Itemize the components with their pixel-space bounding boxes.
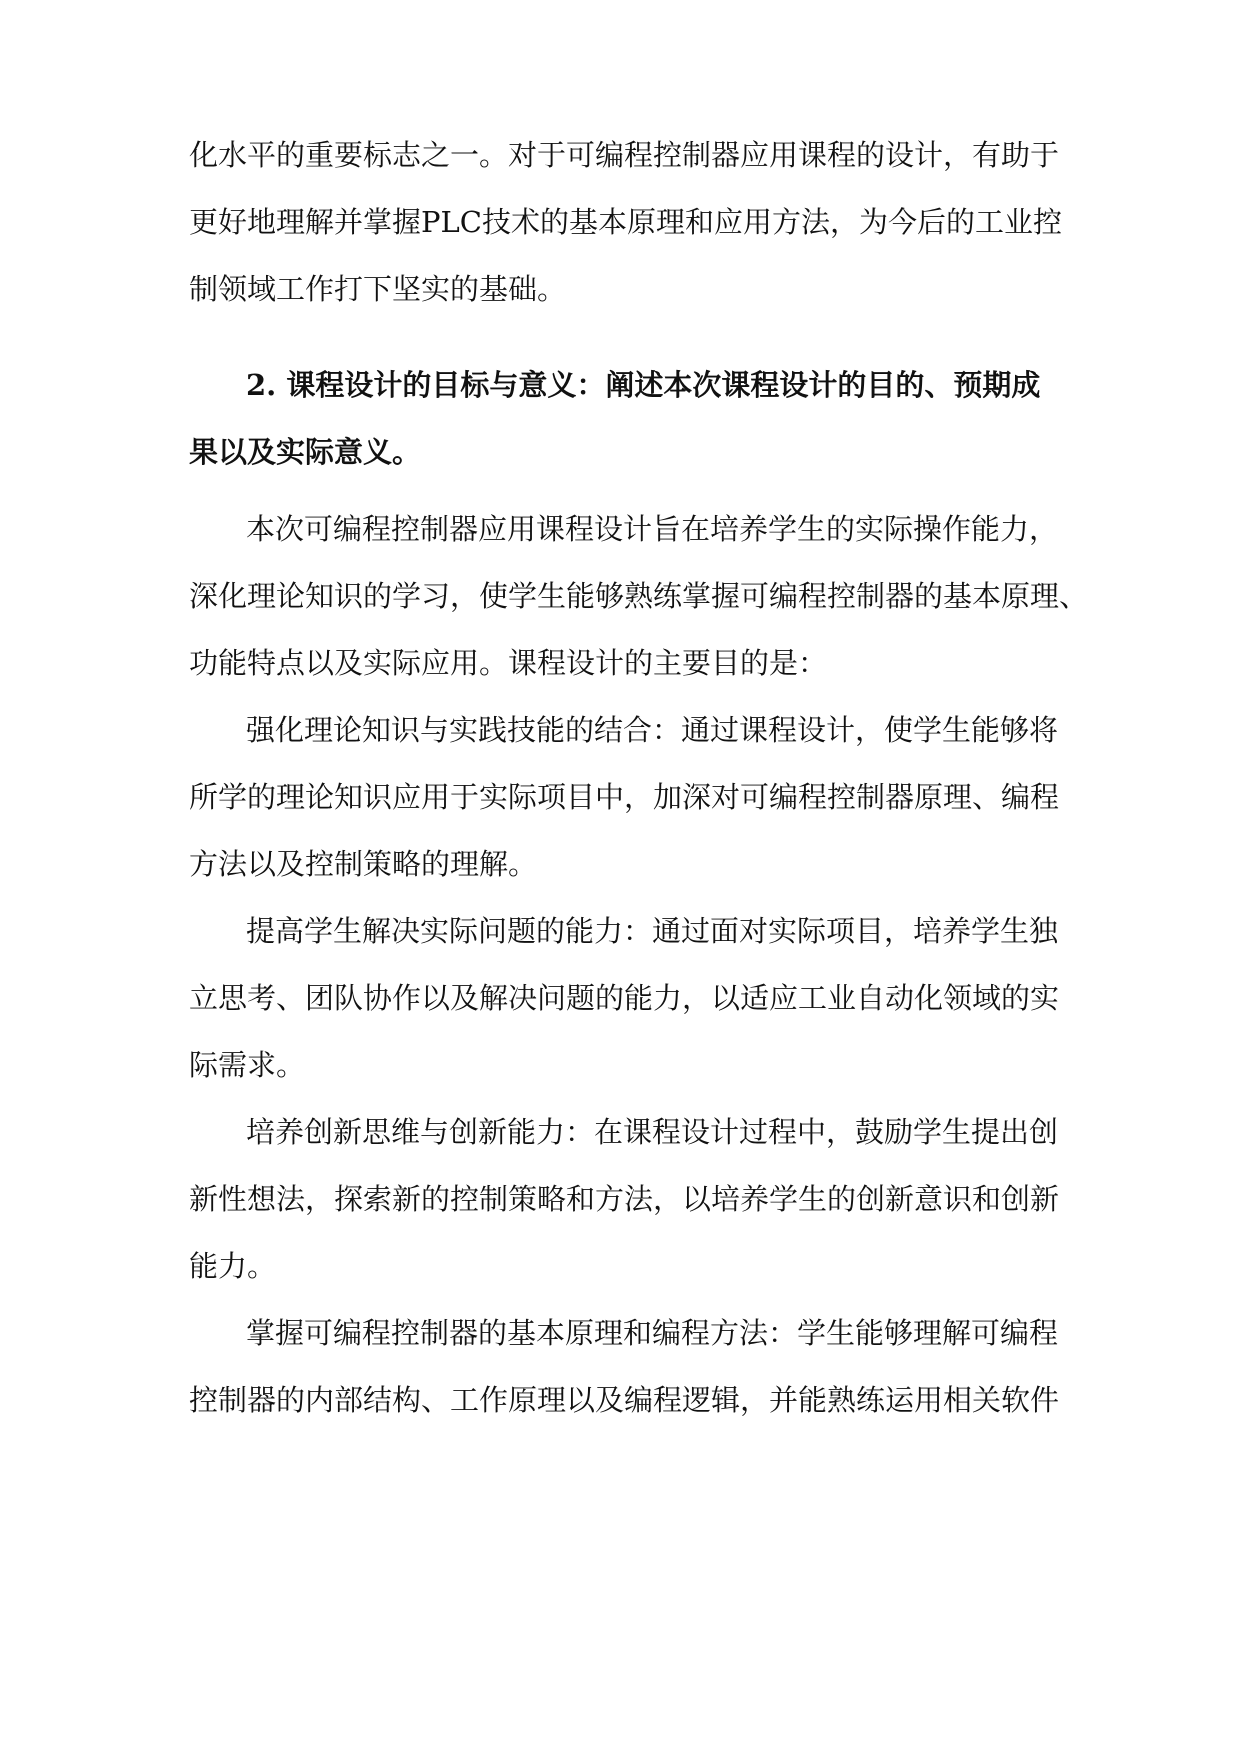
section-heading-line: 果以及实际意义。 — [189, 435, 422, 469]
body-text-line: 培养创新思维与创新能力：在课程设计过程中，鼓励学生提出创 — [246, 1115, 1059, 1149]
body-text-line: 所学的理论知识应用于实际项目中，加深对可编程控制器原理、编程 — [189, 780, 1060, 814]
body-text-line: 能力。 — [189, 1249, 277, 1283]
body-text-line: 提高学生解决实际问题的能力：通过面对实际项目，培养学生独 — [246, 914, 1059, 948]
body-text-line: 际需求。 — [189, 1048, 306, 1082]
body-text-line: 化水平的重要标志之一。对于可编程控制器应用课程的设计，有助于 — [189, 138, 1060, 172]
section-heading-line: 2. 课程设计的目标与意义：阐述本次课程设计的目的、预期成 — [246, 368, 1041, 402]
body-text-line: 更好地理解并掌握PLC技术的基本原理和应用方法，为今后的工业控 — [189, 205, 1062, 239]
body-text-line: 功能特点以及实际应用。课程设计的主要目的是： — [189, 646, 828, 680]
body-text-line: 掌握可编程控制器的基本原理和编程方法：学生能够理解可编程 — [246, 1316, 1059, 1350]
body-text-line: 深化理论知识的学习，使学生能够熟练掌握可编程控制器的基本原理、 — [189, 579, 1089, 613]
body-text-line: 强化理论知识与实践技能的结合：通过课程设计，使学生能够将 — [246, 713, 1059, 747]
body-text-line: 制领域工作打下坚实的基础。 — [189, 272, 567, 306]
body-text-line: 新性想法，探索新的控制策略和方法，以培养学生的创新意识和创新 — [189, 1182, 1060, 1216]
body-text-line: 方法以及控制策略的理解。 — [189, 847, 538, 881]
body-text-line: 立思考、团队协作以及解决问题的能力，以适应工业自动化领域的实 — [189, 981, 1060, 1015]
body-text-line: 控制器的内部结构、工作原理以及编程逻辑，并能熟练运用相关软件 — [189, 1383, 1060, 1417]
body-text-line: 本次可编程控制器应用课程设计旨在培养学生的实际操作能力， — [246, 512, 1059, 546]
